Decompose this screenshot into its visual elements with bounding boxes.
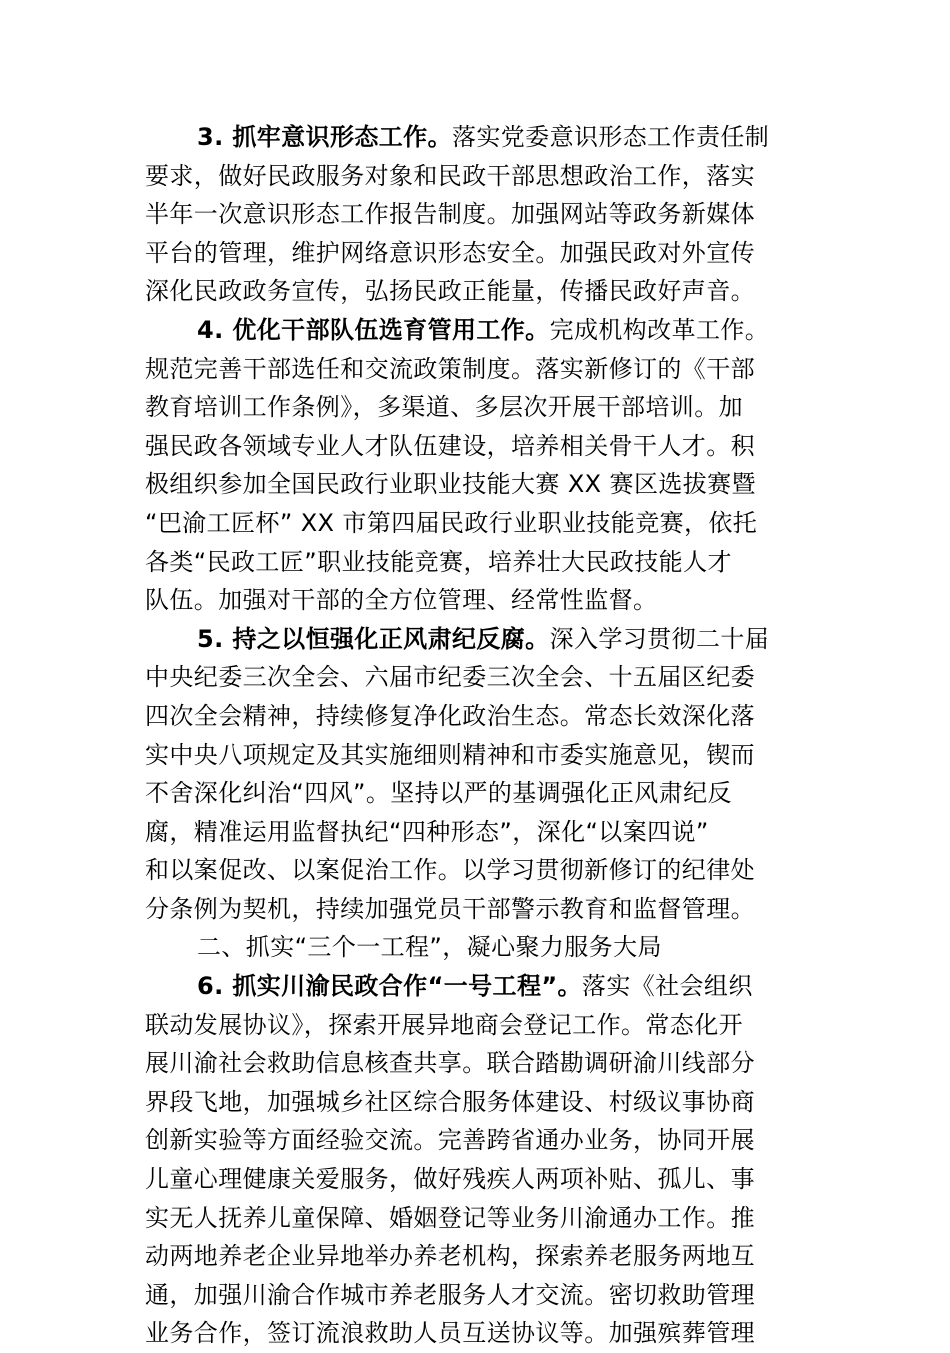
line-text: 落实《社会组织 [581,972,753,1001]
line-text: 规范完善干部选任和交流政策制度。落实新修订的《干部 [145,354,755,383]
line-text: 平台的管理，维护网络意识形态安全。加强民政对外宣传 [145,238,755,267]
line-text: 实中央八项规定及其实施细则精神和市委实施意见，锲而 [145,740,755,769]
line-text: 深入学习贯彻二十届 [549,624,770,653]
text-line [145,118,807,157]
text-line [145,1006,807,1045]
text-line [145,1044,807,1083]
item-heading: 5. 持之以恒强化正风肃纪反腐。 [197,624,550,653]
line-text: 中央纪委三次全会、六届市纪委三次全会、十五届区纪委 [145,663,755,692]
text-line [145,1083,807,1122]
line-text: 实无人抚养儿童保障、婚姻登记等业务川渝通办工作。推 [145,1203,755,1232]
line-text: 落实党委意识形态工作责任制 [451,123,770,151]
line-text: 界段飞地，加强城乡社区综合服务体建设、村级议事协商 [145,1087,755,1116]
text-line [145,1199,807,1238]
text-line [145,1237,807,1276]
line-text: 不舍深化纠治“四风”。坚持以严的基调强化正风肃纪反 [145,779,732,808]
line-text: 教育培训工作条例》，多渠道、多层次开展干部培训。加 [145,393,743,422]
line-text: 队伍。加强对干部的全方位管理、经常性监督。 [145,586,658,615]
line-text: 深化民政政务宣传，弘扬民政正能量，传播民政好声音。 [145,277,755,306]
text-line [145,465,807,504]
line-text: “巴渝工匠杯” XX 市第四届民政行业职业技能竞赛，依托 [145,508,758,537]
text-line [145,388,807,427]
line-text: 和以案促改、以案促治工作。以学习贯彻新修订的纪律处 [145,856,755,885]
line-text: 强民政各领域专业人才队伍建设，培养相关骨干人才。积 [145,431,755,460]
line-text: 四次全会精神，持续修复净化政治生态。常态长效深化落 [145,701,755,730]
text-line [145,504,807,543]
line-text: 分条例为契机，持续加强党员干部警示教育和监督管理。 [145,894,755,923]
line-text: 联动发展协议》，探索开展异地商会登记工作。常态化开 [145,1010,743,1039]
document-body [145,118,807,1353]
text-line [145,427,807,466]
line-text: 要求，做好民政服务对象和民政干部思想政治工作，落实 [145,161,755,190]
text-line [145,967,807,1006]
line-text: 完成机构改革工作。 [549,315,770,344]
text-line [145,234,807,273]
text-line [145,1160,807,1199]
line-text: 创新实验等方面经验交流。完善跨省通办业务，协同开展 [145,1126,755,1155]
text-line [145,620,807,659]
text-line [145,774,807,813]
text-line [145,813,807,852]
line-text: 极组织参加全国民政行业职业技能大赛 XX 赛区选拔赛暨 [145,470,756,499]
text-line [145,195,807,234]
item-heading: 4. 优化干部队伍选育管用工作。 [197,315,550,344]
line-text: 展川渝社会救助信息核查共享。联合踏勘调研渝川线部分 [145,1049,755,1078]
text-line [145,851,807,890]
line-text: 半年一次意识形态工作报告制度。加强网站等政务新媒体 [145,200,755,229]
line-text: 通，加强川渝合作城市养老服务人才交流。密切救助管理 [145,1280,755,1309]
text-line [145,890,807,929]
text-line [145,272,807,311]
line-text: 二、抓实“三个一工程”，凝心聚力服务大局 [197,933,662,962]
text-line [145,1121,807,1160]
text-line [145,697,807,736]
text-line [145,581,807,620]
line-text: 业务合作，签订流浪救助人员互送协议等。加强殡葬管理 [145,1319,755,1348]
line-text: 腐，精准运用监督执纪“四种形态”，深化“以案四说” [145,817,709,846]
text-line [145,928,807,967]
item-heading: 3. 抓牢意识形态工作。 [197,123,452,151]
text-line [145,1276,807,1315]
line-text: 动两地养老企业异地举办养老机构，探索养老服务两地互 [145,1242,755,1271]
text-line [145,543,807,582]
text-line [145,736,807,775]
text-line [145,157,807,196]
item-heading: 6. 抓实川渝民政合作“一号工程”。 [197,972,582,1001]
text-line [145,658,807,697]
text-line [145,1314,807,1353]
line-text: 各类“民政工匠”职业技能竞赛，培养壮大民政技能人才 [145,547,732,576]
text-line [145,311,807,350]
text-line [145,350,807,389]
line-text: 儿童心理健康关爱服务，做好残疾人两项补贴、孤儿、事 [145,1165,755,1194]
